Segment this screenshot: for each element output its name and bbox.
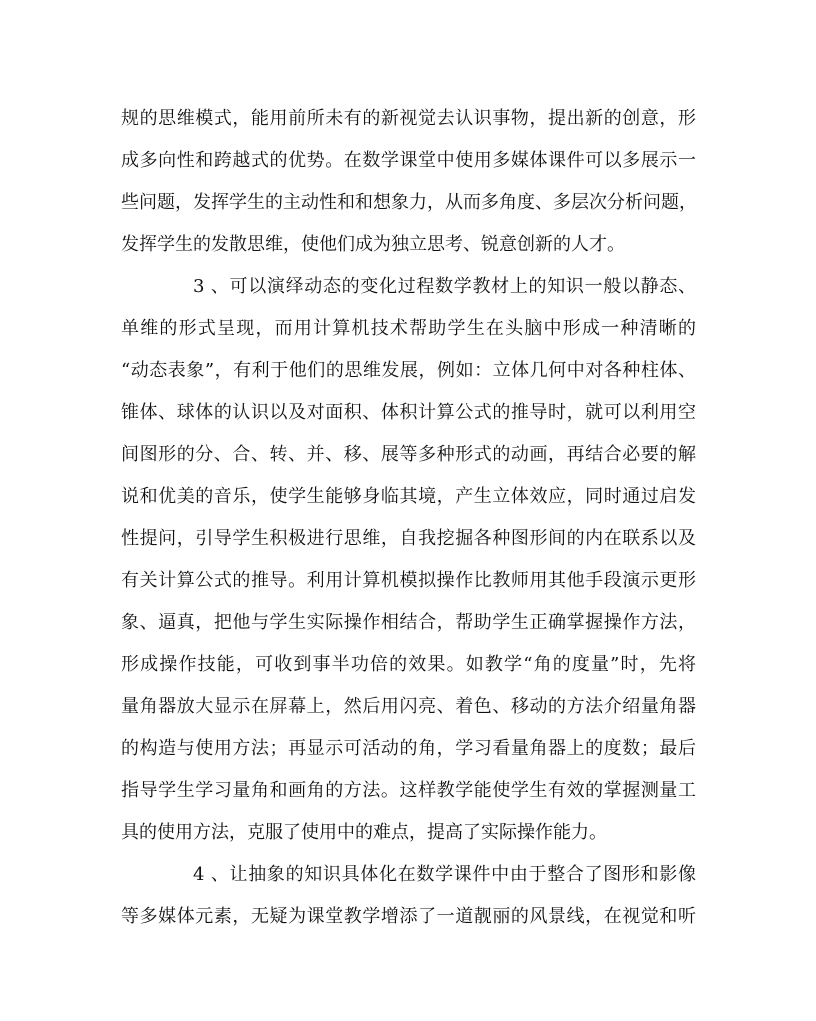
text-line: 象、逼真，把他与学生实际操作相结合，帮助学生正确掌握操作方法， bbox=[121, 612, 696, 633]
text-line: 指导学生学习量角和画角的方法。这样教学能使学生有效的掌握测量工 bbox=[121, 780, 696, 801]
text-line: 性提问，引导学生积极进行思维，自我挖掘各种图形间的内在联系以及 bbox=[121, 528, 696, 549]
text-line: 形成操作技能，可收到事半功倍的效果。如教学“角的度量”时，先将 bbox=[121, 654, 696, 675]
text-line: 4 、让抽象的知识具体化在数学课件中由于整合了图形和影像 bbox=[193, 864, 696, 885]
text-line: 些问题，发挥学生的主动性和和想象力，从而多角度、多层次分析问题， bbox=[121, 192, 697, 213]
text-line: 的构造与使用方法；再显示可活动的角，学习看量角器上的度数；最后 bbox=[121, 738, 696, 759]
text-line: 单维的形式呈现，而用计算机技术帮助学生在头脑中形成一种清晰的 bbox=[121, 318, 696, 339]
text-line: 具的使用方法，克服了使用中的难点，提高了实际操作能力。 bbox=[121, 822, 607, 843]
text-line: 有关计算公式的推导。利用计算机模拟操作比教师用其他手段演示更形 bbox=[121, 570, 696, 591]
text-line: 间图形的分、合、转、并、移、展等多种形式的动画，再结合必要的解 bbox=[121, 444, 696, 465]
text-line: 规的思维模式，能用前所未有的新视觉去认识事物，提出新的创意，形 bbox=[121, 108, 696, 129]
text-line: 3 、可以演绎动态的变化过程数学教材上的知识一般以静态、 bbox=[193, 276, 696, 297]
text-line: 量角器放大显示在屏幕上，然后用闪亮、着色、移动的方法介绍量角器 bbox=[121, 696, 696, 717]
text-line: “动态表象”，有利于他们的思维发展，例如：立体几何中对各种柱体、 bbox=[121, 360, 696, 381]
text-line: 等多媒体元素，无疑为课堂教学增添了一道靓丽的风景线，在视觉和听 bbox=[121, 906, 696, 927]
text-line: 成多向性和跨越式的优势。在数学课堂中使用多媒体课件可以多展示一 bbox=[121, 150, 696, 171]
text-line: 说和优美的音乐，使学生能够身临其境，产生立体效应，同时通过启发 bbox=[121, 486, 696, 507]
text-line: 发挥学生的发散思维，使他们成为独立思考、锐意创新的人才。 bbox=[121, 234, 625, 255]
text-line: 锥体、球体的认识以及对面积、体积计算公式的推导时，就可以利用空 bbox=[121, 402, 696, 423]
